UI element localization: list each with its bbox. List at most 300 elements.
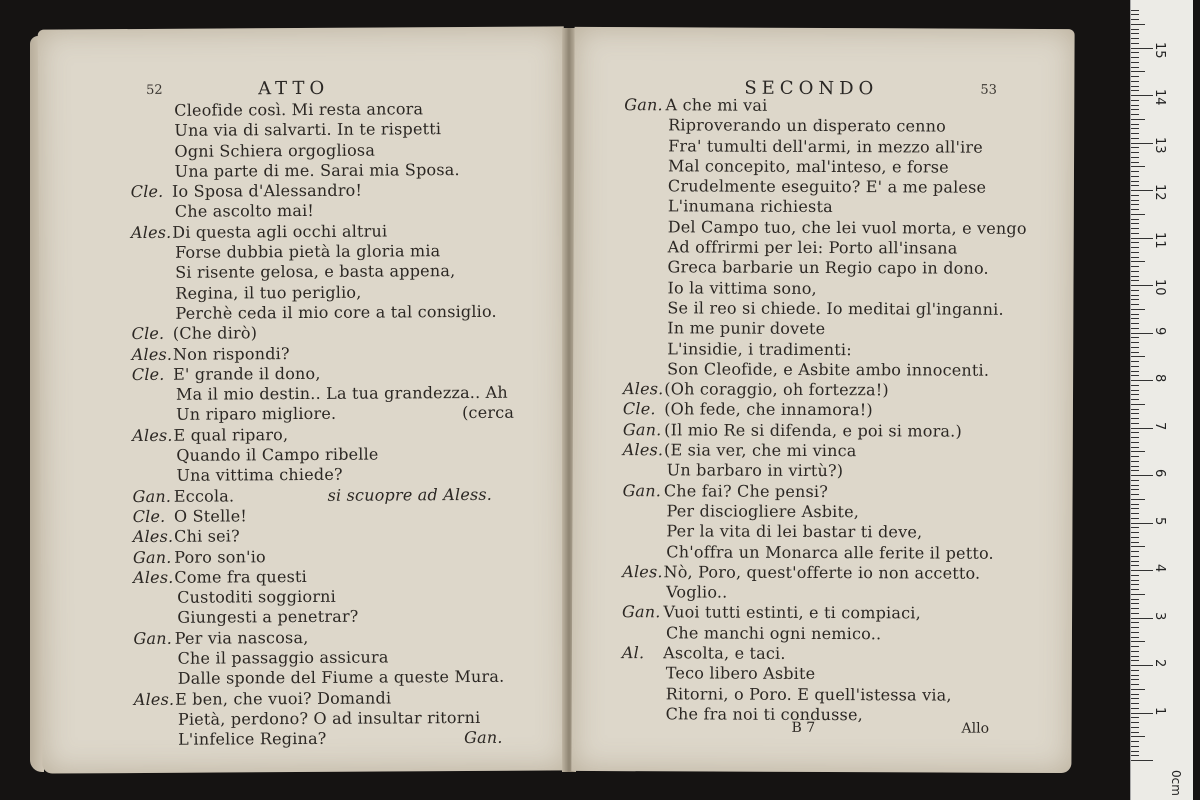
ruler-tick: [1131, 575, 1139, 576]
speaker-label: Gan.: [622, 602, 661, 622]
line-text: A che mi vai: [660, 95, 768, 115]
ruler-tick: [1131, 670, 1139, 671]
ruler-tick: [1131, 499, 1145, 500]
ruler-tick: [1131, 67, 1139, 68]
text-line: [132, 322, 508, 345]
text-line: [623, 318, 1026, 340]
speaker-label: Ales.: [131, 344, 173, 364]
ruler-number: 14: [1152, 89, 1167, 106]
ruler-number: 9: [1152, 326, 1167, 335]
text-line: [623, 379, 1026, 401]
text-line: [623, 339, 1026, 361]
ruler-tick: [1131, 760, 1153, 761]
margin-note: (cerca: [462, 403, 515, 423]
line-text: Greca barbarie un Regio capo in dono.: [667, 257, 989, 279]
ruler-tick: [1131, 280, 1139, 281]
ruler-unit: 0cm: [1169, 770, 1183, 796]
ruler-tick: [1131, 57, 1139, 58]
ruler-tick: [1131, 266, 1139, 267]
ruler-tick: [1131, 366, 1139, 367]
right-page-text: [622, 95, 1028, 726]
ruler-tick: [1131, 147, 1139, 148]
text-line: [132, 342, 508, 365]
line-text: Eccola.: [168, 486, 235, 506]
ruler-tick: [1131, 618, 1153, 619]
ruler-tick: [1131, 114, 1139, 115]
ruler-tick: [1131, 138, 1139, 139]
ruler-tick: [1131, 171, 1139, 172]
speaker-label: Gan.: [132, 547, 172, 567]
line-text: Ma il mio destin.. La tua grandezza.. Ah: [175, 382, 508, 404]
ruler-number: 15: [1152, 41, 1167, 59]
left-page-text: [130, 99, 515, 751]
ruler-tick: [1131, 589, 1139, 590]
text-line: [622, 562, 1025, 584]
line-text: (Il mio Re si difenda, e poi si mora.): [658, 420, 962, 441]
ruler-tick: [1131, 679, 1139, 680]
ruler-tick: [1131, 105, 1139, 106]
text-line: [131, 180, 507, 203]
ruler-tick: [1131, 713, 1153, 714]
text-line: [622, 603, 1025, 625]
ruler-tick: [1131, 717, 1139, 718]
ruler-tick: [1131, 546, 1145, 547]
ruler-tick: [1131, 29, 1139, 30]
ruler-tick: [1131, 380, 1153, 381]
text-line: [133, 586, 509, 609]
right-page-header: SECONDO: [744, 77, 879, 100]
ruler-tick: [1131, 333, 1153, 334]
ruler-tick: [1131, 95, 1153, 96]
ruler-tick: [1131, 518, 1139, 519]
ruler-tick: [1131, 504, 1139, 505]
speaker-label: Ales.: [622, 561, 663, 582]
ruler-tick: [1131, 314, 1139, 315]
ruler-tick: [1131, 523, 1153, 524]
ruler-tick: [1131, 660, 1139, 661]
line-text: Regina, il tuo periglio,: [175, 282, 362, 303]
text-line: [132, 383, 508, 406]
ruler-tick: [1131, 309, 1145, 310]
text-line: [622, 663, 1025, 685]
line-text: Quando il Campo ribelle: [176, 444, 379, 465]
ruler-tick: [1131, 613, 1139, 614]
text-line: [131, 302, 507, 325]
ruler-tick: [1131, 584, 1139, 585]
speaker-label: Cle.: [131, 364, 165, 384]
ruler-tick: [1131, 242, 1139, 243]
text-line: [624, 156, 1027, 178]
ruler-tick: [1131, 185, 1139, 186]
ruler-tick: [1131, 466, 1139, 467]
text-line: [623, 400, 1026, 422]
text-line: [131, 241, 507, 264]
line-text: Son Cleofide, e Asbite ambo innocenti.: [667, 359, 990, 380]
line-text: Io la vittima sono,: [667, 277, 817, 298]
ruler-tick: [1131, 485, 1139, 486]
ruler-tick: [1131, 736, 1145, 737]
line-text: O Stelle!: [168, 506, 248, 526]
line-text: Che il passaggio assicura: [177, 647, 389, 668]
line-text: Cleofide così. Mi resta ancora: [174, 99, 424, 120]
ruler-tick: [1131, 181, 1139, 182]
ruler-tick: [1131, 413, 1139, 414]
ruler-tick: [1131, 76, 1139, 77]
line-text: Del Campo tuo, che lei vuol morta, e vengo: [667, 217, 1027, 238]
text-line: [131, 221, 507, 244]
text-line: [622, 521, 1025, 543]
ruler-tick: [1131, 632, 1139, 633]
line-text: Per disciogliere Asbite,: [666, 501, 860, 522]
line-text: Poro son'io: [168, 546, 266, 567]
ruler-tick: [1131, 318, 1139, 319]
ruler-tick: [1131, 190, 1153, 191]
ruler-number: 8: [1152, 374, 1167, 383]
text-line: [131, 261, 507, 284]
ruler-tick: [1131, 209, 1139, 210]
ruler-tick: [1131, 603, 1139, 604]
line-text: Che ascolto mai!: [174, 201, 315, 222]
line-text: Non rispondi?: [167, 343, 290, 364]
ruler-tick: [1131, 352, 1139, 353]
text-line: [624, 136, 1027, 158]
ruler-tick: [1131, 746, 1139, 747]
ruler-tick: [1131, 390, 1139, 391]
line-text: (Oh coraggio, oh fortezza!): [659, 379, 889, 400]
ruler-tick: [1131, 223, 1139, 224]
speaker-label: Ales.: [132, 527, 174, 547]
line-text: E ben, che vuoi? Domandi: [169, 688, 392, 709]
ruler-tick: [1131, 594, 1145, 595]
ruler-tick: [1131, 100, 1139, 101]
text-line: [133, 525, 509, 548]
text-line: [133, 566, 509, 589]
text-line: [623, 481, 1026, 503]
ruler-tick: [1131, 124, 1139, 125]
speaker-label: Cle.: [130, 182, 164, 202]
ruler-tick: [1131, 456, 1139, 457]
ruler-tick: [1131, 451, 1145, 452]
text-line: [133, 484, 509, 507]
ruler-tick: [1131, 157, 1139, 158]
ruler-tick: [1131, 375, 1139, 376]
line-text: Io Sposa d'Alessandro!: [166, 180, 363, 202]
text-line: [622, 623, 1025, 645]
ruler-tick: [1131, 732, 1139, 733]
ruler-tick: [1131, 580, 1139, 581]
speaker-label: Cle.: [131, 324, 165, 344]
line-text: Giungesti a penetrar?: [177, 607, 359, 628]
ruler-tick: [1131, 394, 1139, 395]
ruler-tick: [1131, 432, 1139, 433]
speaker-label: Ales.: [130, 222, 172, 242]
ruler-tick: [1131, 537, 1139, 538]
ruler-tick: [1131, 71, 1145, 72]
text-line: [132, 423, 508, 446]
ruler-tick: [1131, 423, 1139, 424]
ruler-tick: [1131, 342, 1139, 343]
measuring-ruler: [1130, 0, 1193, 800]
ruler-tick: [1131, 556, 1139, 557]
line-text: Un riparo migliore.: [176, 404, 337, 425]
right-page-number: 53: [980, 82, 997, 98]
text-line: [130, 139, 506, 162]
text-line: [132, 464, 508, 487]
ruler-tick: [1131, 257, 1139, 258]
text-line: [131, 281, 507, 304]
ruler-tick: [1131, 14, 1139, 15]
ruler-tick: [1131, 195, 1139, 196]
line-text: L'inumana richiesta: [667, 196, 833, 217]
text-line: [134, 728, 510, 751]
ruler-number: 2: [1152, 659, 1167, 668]
ruler-tick: [1131, 295, 1139, 296]
speaker-label: Cle.: [132, 506, 166, 526]
speaker-label: Gan.: [622, 480, 662, 500]
ruler-tick: [1131, 437, 1139, 438]
ruler-tick: [1131, 252, 1139, 253]
stage-direction: si scuopre ad Aless.: [327, 484, 493, 505]
left-page-number: 52: [146, 82, 163, 98]
line-text: Crudelmente eseguito? E' a me palese: [667, 176, 987, 197]
text-line: [132, 444, 508, 467]
text-line: [623, 420, 1026, 442]
ruler-tick: [1131, 152, 1139, 153]
line-text: E' grande il dono,: [167, 363, 321, 384]
ruler-tick: [1131, 751, 1139, 752]
ruler-tick: [1131, 233, 1139, 234]
ruler-tick: [1131, 276, 1139, 277]
ruler-tick: [1131, 166, 1145, 167]
ruler-tick: [1131, 428, 1153, 429]
line-text: Riproverando un disperato cenno: [668, 115, 947, 136]
line-text: Perchè ceda il mio core a tal consiglio.: [175, 301, 497, 323]
line-text: Mal concepito, mal'inteso, e forse: [667, 156, 949, 177]
speaker-label: Cle.: [622, 399, 656, 419]
text-line: [134, 708, 510, 731]
ruler-number: 7: [1152, 421, 1167, 430]
text-line: [624, 237, 1027, 259]
speaker-label: Ales.: [622, 440, 664, 460]
ruler-tick: [1131, 741, 1139, 742]
text-line: [623, 278, 1026, 300]
line-text: Ritorni, o Poro. E quell'istessa via,: [665, 683, 952, 705]
line-text: Come fra questi: [169, 566, 307, 587]
text-line: [622, 501, 1025, 523]
ruler-tick: [1131, 551, 1139, 552]
line-text: L'insidie, i tradimenti:: [667, 338, 852, 359]
ruler-tick: [1131, 128, 1139, 129]
ruler-tick: [1131, 328, 1139, 329]
line-text: Un barbaro in virtù?): [666, 460, 844, 481]
line-text: Per via nascosa,: [169, 627, 309, 648]
line-text: Voglio..: [666, 582, 728, 602]
ruler-tick: [1131, 532, 1139, 533]
line-text: Pietà, perdono? O ad insultar ritorni: [177, 707, 481, 729]
text-line: [132, 363, 508, 386]
ruler-tick: [1131, 475, 1153, 476]
text-line: [134, 647, 510, 670]
speaker-label: Ales.: [132, 425, 173, 445]
ruler-tick: [1131, 508, 1139, 509]
ruler-tick: [1131, 261, 1145, 262]
text-line: [624, 217, 1027, 239]
ruler-tick: [1131, 119, 1145, 120]
line-text: (Che dirò): [167, 323, 258, 344]
ruler-tick: [1131, 656, 1139, 657]
text-line: [624, 197, 1027, 219]
ruler-number: 4: [1152, 564, 1167, 573]
ruler-tick: [1131, 513, 1139, 514]
line-text: (E sia ver, che mi vinca: [658, 440, 857, 461]
ruler-tick: [1131, 214, 1145, 215]
ruler-tick: [1131, 627, 1139, 628]
line-text: Dalle sponde del Fiume a queste Mura.: [177, 667, 505, 689]
ruler-tick: [1131, 285, 1153, 286]
ruler-tick: [1131, 304, 1139, 305]
text-line: [133, 505, 509, 528]
ruler-tick: [1131, 133, 1139, 134]
ruler-tick: [1131, 608, 1139, 609]
ruler-tick: [1131, 19, 1139, 20]
text-line: [131, 200, 507, 223]
ruler-tick: [1131, 489, 1139, 490]
text-line: [622, 582, 1025, 604]
ruler-tick: [1131, 461, 1139, 462]
line-text: Nò, Poro, quest'offerte io non accetto.: [658, 562, 981, 583]
ruler-tick: [1131, 637, 1139, 638]
left-page-header: ATTO: [258, 77, 330, 100]
text-line: [623, 440, 1026, 462]
ruler-tick: [1131, 290, 1139, 291]
ruler-number: 13: [1152, 136, 1167, 154]
ruler-tick: [1131, 703, 1139, 704]
ruler-tick: [1131, 337, 1139, 338]
ruler-tick: [1131, 109, 1139, 110]
ruler-tick: [1131, 698, 1139, 699]
line-text: E qual riparo,: [168, 424, 289, 445]
ruler-tick: [1131, 599, 1139, 600]
ruler-tick: [1131, 371, 1139, 372]
ruler-tick: [1131, 447, 1139, 448]
ruler-tick: [1131, 418, 1139, 419]
ruler-tick: [1131, 200, 1139, 201]
ruler-tick: [1131, 52, 1139, 53]
line-text: Una vittima chiede?: [176, 465, 343, 486]
ruler-tick: [1131, 689, 1145, 690]
speaker-label: Gan.: [622, 419, 662, 440]
ruler-tick: [1131, 81, 1139, 82]
line-text: Una parte di me. Sarai mia Sposa.: [174, 159, 460, 181]
ruler-tick: [1131, 409, 1139, 410]
text-line: [133, 626, 509, 649]
text-line: [131, 160, 507, 183]
line-text: Si risente gelosa, e basta appena,: [175, 261, 456, 283]
text-line: [133, 545, 509, 568]
ruler-tick: [1131, 561, 1139, 562]
speaker-label: Ales.: [133, 689, 175, 709]
text-line: [132, 403, 515, 426]
ruler-tick: [1131, 176, 1139, 177]
text-line: [624, 95, 1027, 117]
text-line: [133, 606, 509, 629]
line-text: Ascolta, e taci.: [657, 643, 786, 663]
line-text: Ogni Schiera orgogliosa: [174, 140, 376, 161]
text-line: [134, 687, 510, 710]
text-line: [623, 460, 1026, 482]
ruler-number: 3: [1152, 611, 1167, 620]
ruler-tick: [1131, 527, 1139, 528]
ruler-tick: [1131, 271, 1139, 272]
ruler-tick: [1131, 651, 1139, 652]
ruler-tick: [1131, 247, 1139, 248]
ruler-tick: [1131, 675, 1139, 676]
line-text: In me punir dovete: [667, 318, 826, 339]
ruler-tick: [1131, 62, 1139, 63]
text-line: [624, 115, 1027, 137]
line-text: Che fai? Che pensi?: [658, 480, 829, 501]
ruler-tick: [1131, 684, 1139, 685]
text-line: [134, 667, 510, 690]
ruler-tick: [1131, 641, 1145, 642]
ruler-number: 12: [1152, 184, 1167, 201]
ruler-tick: [1131, 86, 1139, 87]
ruler-tick: [1131, 162, 1139, 163]
ruler-number: 1: [1152, 706, 1167, 715]
ruler-tick: [1131, 404, 1145, 405]
ruler-tick: [1131, 646, 1139, 647]
ruler-tick: [1131, 470, 1139, 471]
ruler-tick: [1131, 708, 1139, 709]
ruler-tick: [1131, 570, 1153, 571]
ruler-tick: [1131, 565, 1139, 566]
ruler-tick: [1131, 442, 1139, 443]
text-line: [623, 298, 1026, 320]
ruler-tick: [1131, 755, 1139, 756]
speaker-label: Gan.: [132, 486, 172, 506]
right-page: [571, 27, 1074, 773]
ruler-tick: [1131, 665, 1153, 666]
line-text: Per la vita di lei bastar ti deve,: [666, 521, 923, 542]
ruler-tick: [1131, 622, 1139, 623]
line-text: Che manchi ogni nemico..: [665, 623, 882, 643]
ruler-tick: [1131, 722, 1139, 723]
line-text: Che fra noi ti condusse,: [665, 704, 863, 725]
line-text: Ch'offra un Monarca alle ferite il petto.: [666, 541, 994, 563]
speaker-label: Gan.: [133, 628, 173, 648]
ruler-tick: [1131, 48, 1153, 49]
line-text: Forse dubbia pietà la gloria mia: [175, 241, 441, 262]
line-text: Custoditi soggiorni: [177, 586, 337, 607]
ruler-tick: [1131, 385, 1139, 386]
text-line: [622, 542, 1025, 564]
line-text: Di questa agli occhi altrui: [166, 221, 388, 242]
text-line: [623, 359, 1026, 381]
right-page-signature: B 7: [791, 719, 816, 736]
left-page: [38, 26, 569, 773]
ruler-tick: [1131, 10, 1139, 11]
ruler-tick: [1131, 90, 1139, 91]
line-text: L'infelice Regina?: [178, 729, 327, 749]
line-text: Una via di salvarti. In te rispetti: [174, 119, 442, 141]
text-line: [130, 99, 506, 122]
speaker-label: Gan.: [624, 95, 663, 115]
ruler-tick: [1131, 228, 1139, 229]
speaker-label: Ales.: [623, 379, 664, 399]
line-text: Teco libero Asbite: [665, 663, 816, 684]
ruler-tick: [1131, 361, 1139, 362]
speaker-label: Al.: [621, 643, 645, 663]
